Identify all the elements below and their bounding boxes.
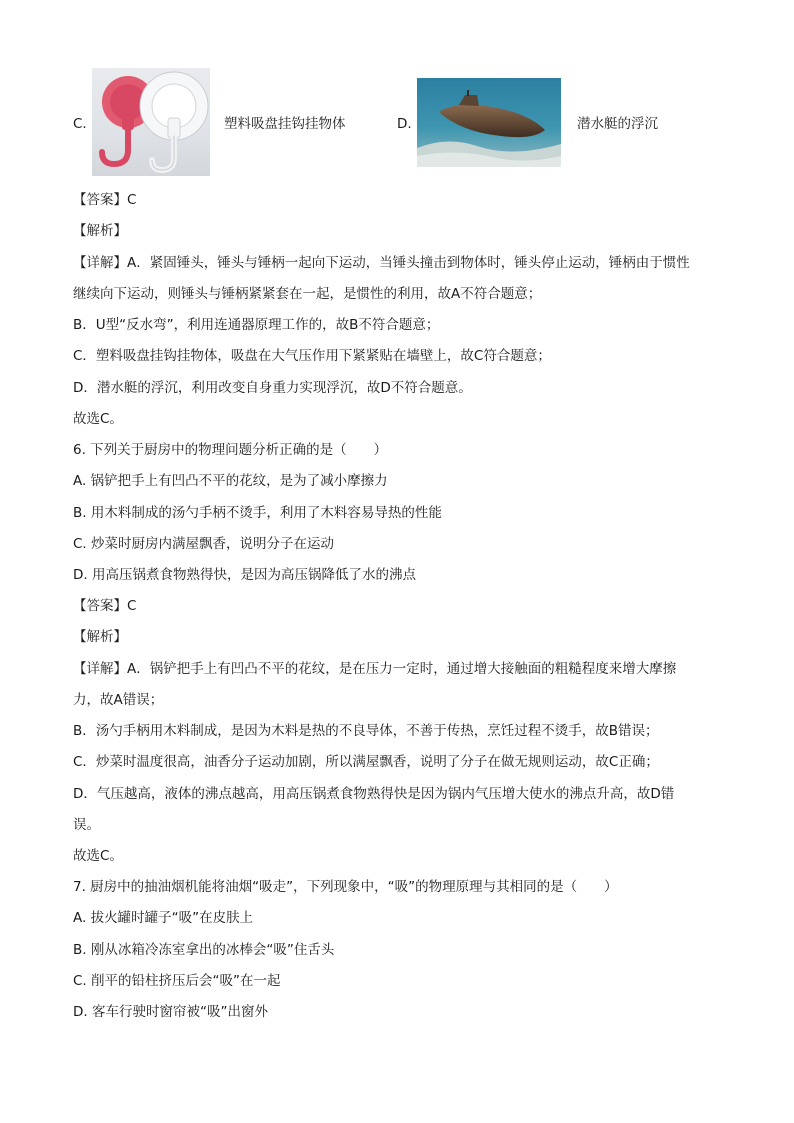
q5-detail-line: B．U型“反水弯”，利用连通器原理工作的，故B不符合题意； [73, 317, 440, 333]
q6-option-a: A. 锅铲把手上有凹凸不平的花纹，是为了减小摩擦力 [73, 473, 388, 489]
q5-detail-line: C．塑料吸盘挂钩挂物体，吸盘在大气压作用下紧紧贴在墙壁上，故C符合题意； [73, 348, 551, 364]
q6-detail-line: D．气压越高，液体的沸点越高，用高压锅煮食物熟得快是因为锅内气压增大使水的沸点升高，故D错 [73, 786, 675, 802]
q6-detail-line: 【详解】A．锅铲把手上有凹凸不平的花纹，是在压力一定时，通过增大接触面的粗糙程度来增大摩擦 [73, 661, 677, 677]
submarine-image [417, 78, 561, 167]
q5-analysis-label: 【解析】 [73, 223, 127, 239]
q6-option-d: D. 用高压锅煮食物熟得快，是因为高压锅降低了水的沸点 [73, 567, 416, 583]
q7-option-b: B. 刚从冰箱冷冻室拿出的冰棒会“吸”住舌头 [73, 942, 335, 958]
q6-analysis-label: 【解析】 [73, 629, 127, 645]
q6-detail-line: C．炒菜时温度很高，油香分子运动加剧，所以满屋飘香，说明了分子在做无规则运动，故C正确； [73, 754, 659, 770]
option-c-caption: 塑料吸盘挂钩挂物体 [224, 116, 346, 132]
q6-answer: 【答案】C [73, 598, 137, 614]
q6-option-c: C. 炒菜时厨房内满屋飘香，说明分子在运动 [73, 536, 335, 552]
q6-detail-line: 力，故A错误； [73, 692, 164, 708]
q6-option-b: B. 用木料制成的汤勺手柄不烫手，利用了木料容易导热的性能 [73, 505, 442, 521]
q6-detail-line: B．汤勺手柄用木料制成，是因为木料是热的不良导体，不善于传热，烹饪过程不烫手，故B错误； [73, 723, 659, 739]
q5-answer: 【答案】C [73, 192, 137, 208]
q7-option-c: C. 削平的铅柱挤压后会“吸”在一起 [73, 973, 281, 989]
q7-option-d: D. 客车行驶时窗帘被“吸”出窗外 [73, 1004, 268, 1020]
option-d-letter: D. [397, 116, 412, 132]
q5-detail-line: D．潜水艇的浮沉，利用改变自身重力实现浮沉，故D不符合题意。 [73, 380, 472, 396]
q7-option-a: A. 拔火罐时罐子“吸”在皮肤上 [73, 910, 254, 926]
q6-stem: 6. 下列关于厨房中的物理问题分析正确的是（ ） [73, 442, 388, 458]
q5-conclusion: 故选C。 [73, 411, 123, 427]
option-d-caption: 潜水艇的浮沉 [577, 116, 658, 132]
q6-detail-line: 误。 [73, 817, 100, 833]
q5-detail-line: 【详解】A．紧固锤头，锤头与锤柄一起向下运动，当锤头撞击到物体时，锤头停止运动，锤柄由于惯性 [73, 255, 690, 271]
suction-cup-hooks-image [92, 68, 210, 176]
q7-stem: 7. 厨房中的抽油烟机能将油烟“吸走”，下列现象中，“吸”的物理原理与其相同的是（ ） [73, 879, 618, 895]
q5-detail-line: 继续向下运动，则锤头与锤柄紧紧套在一起，是惯性的利用，故A不符合题意； [73, 286, 542, 302]
option-c-letter: C. [73, 116, 87, 132]
q6-conclusion: 故选C。 [73, 848, 123, 864]
